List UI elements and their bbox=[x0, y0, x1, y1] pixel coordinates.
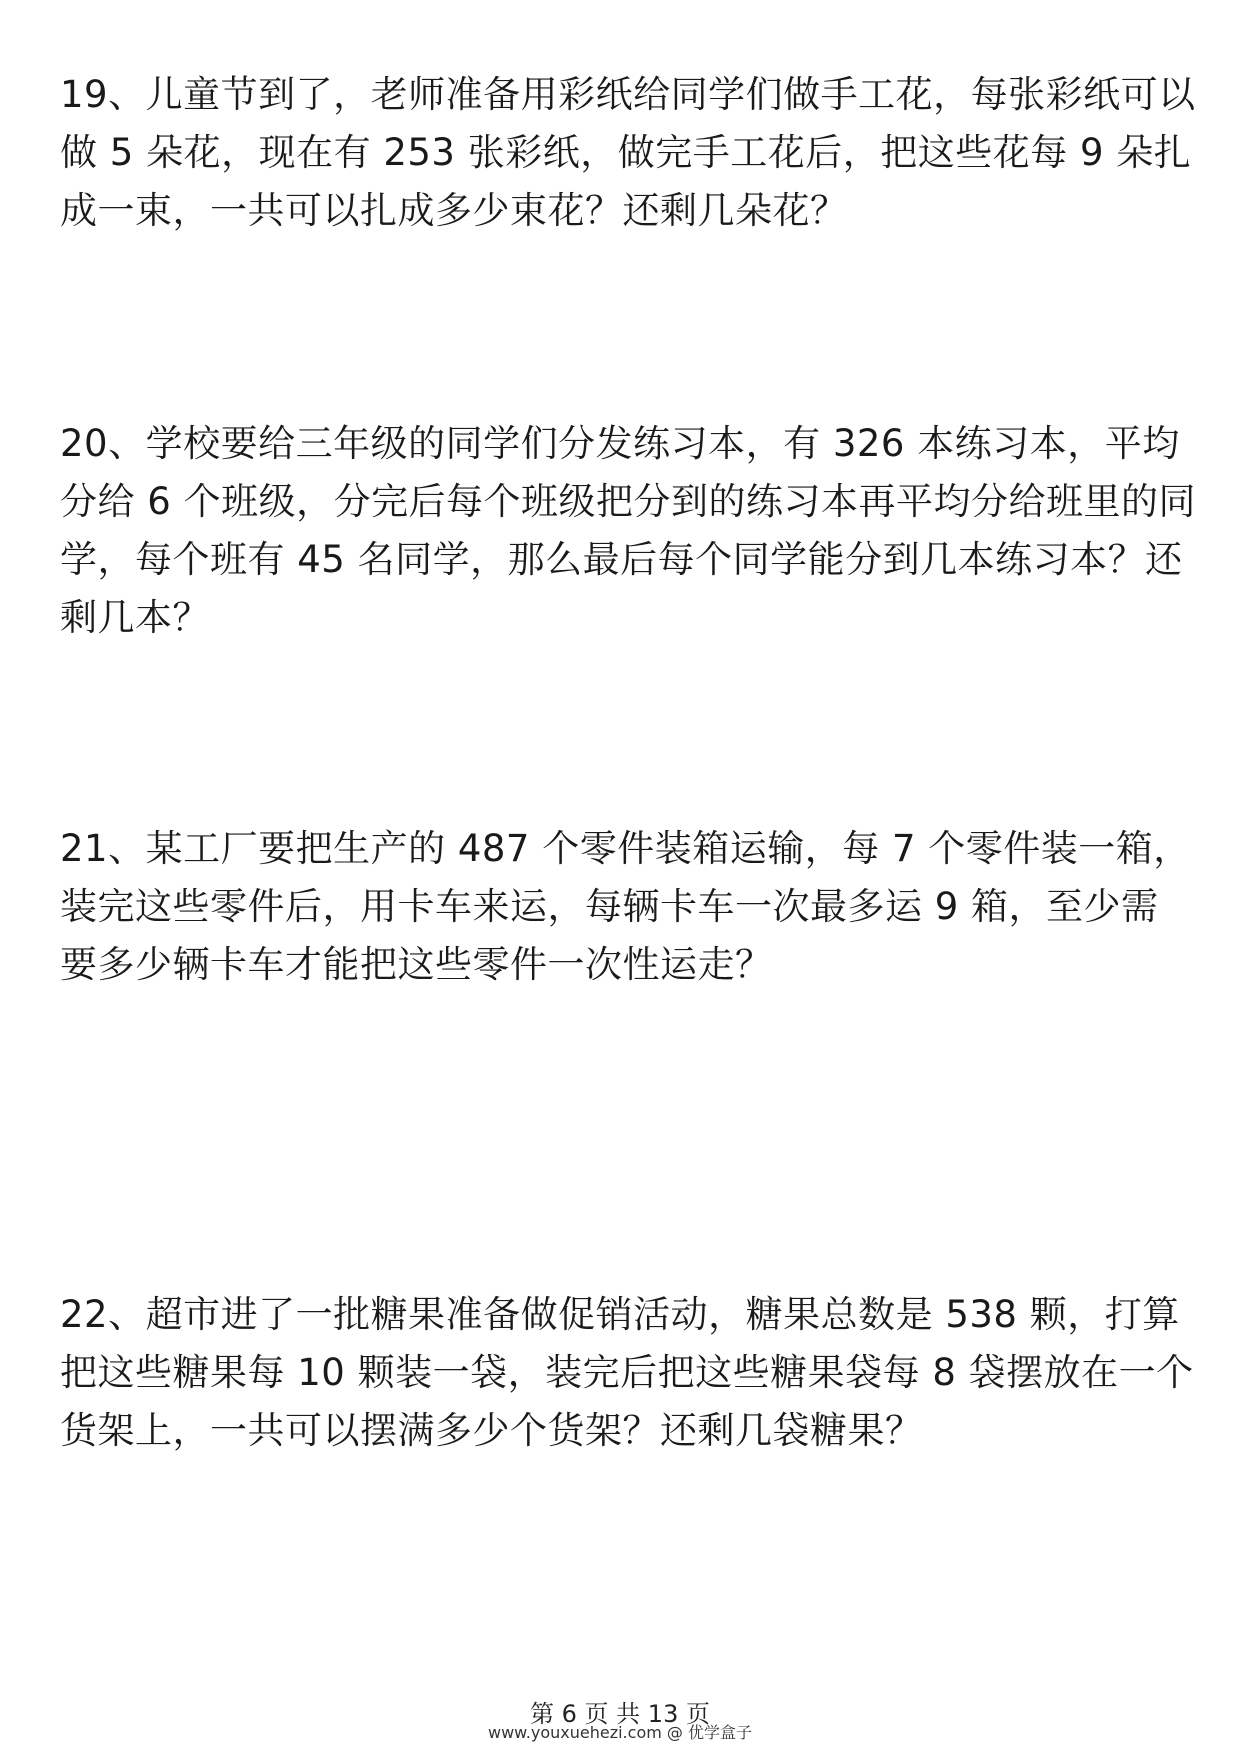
problem-21-line-3: 要多少辆卡车才能把这些零件一次性运走？ bbox=[60, 943, 773, 986]
problem-22-line-1: 22、超市进了一批糖果准备做促销活动，糖果总数是 538 颗，打算 bbox=[60, 1293, 1180, 1336]
watermark-text: www.youxuehezi.com @ 优学盒子 bbox=[488, 1723, 752, 1742]
problem-20-line-4: 剩几本？ bbox=[60, 596, 210, 639]
problem-19-line-2: 做 5 朵花，现在有 253 张彩纸，做完手工花后，把这些花每 9 朵扎 bbox=[60, 131, 1192, 174]
problem-21-line-2: 装完这些零件后，用卡车来运，每辆卡车一次最多运 9 箱，至少需 bbox=[60, 885, 1159, 928]
problem-21-line-1: 21、某工厂要把生产的 487 个零件装箱运输，每 7 个零件装一箱， bbox=[60, 827, 1191, 870]
problem-22-line-3: 货架上，一共可以摆满多少个货架？还剩几袋糖果？ bbox=[60, 1409, 923, 1452]
problem-19-line-1: 19、儿童节到了，老师准备用彩纸给同学们做手工花，每张彩纸可以 bbox=[60, 73, 1196, 116]
page-number: 第 6 页 共 13 页 bbox=[530, 1700, 710, 1728]
problem-22 bbox=[60, 1286, 1194, 1460]
problem-20-line-2: 分给 6 个班级，分完后每个班级把分到的练习本再平均分给班里的同 bbox=[60, 480, 1197, 523]
page-footer bbox=[0, 1700, 1240, 1742]
problem-21 bbox=[60, 820, 1191, 994]
problem-20-line-3: 学，每个班有 45 名同学，那么最后每个同学能分到几本练习本？还 bbox=[60, 538, 1183, 581]
problem-20 bbox=[60, 415, 1197, 647]
problem-22-line-2: 把这些糖果每 10 颗装一袋，装完后把这些糖果袋每 8 袋摆放在一个 bbox=[60, 1351, 1194, 1394]
problem-19-line-3: 成一束，一共可以扎成多少束花？还剩几朵花？ bbox=[60, 189, 848, 232]
problem-20-line-1: 20、学校要给三年级的同学们分发练习本，有 326 本练习本，平均 bbox=[60, 422, 1180, 465]
problem-19 bbox=[60, 66, 1196, 240]
